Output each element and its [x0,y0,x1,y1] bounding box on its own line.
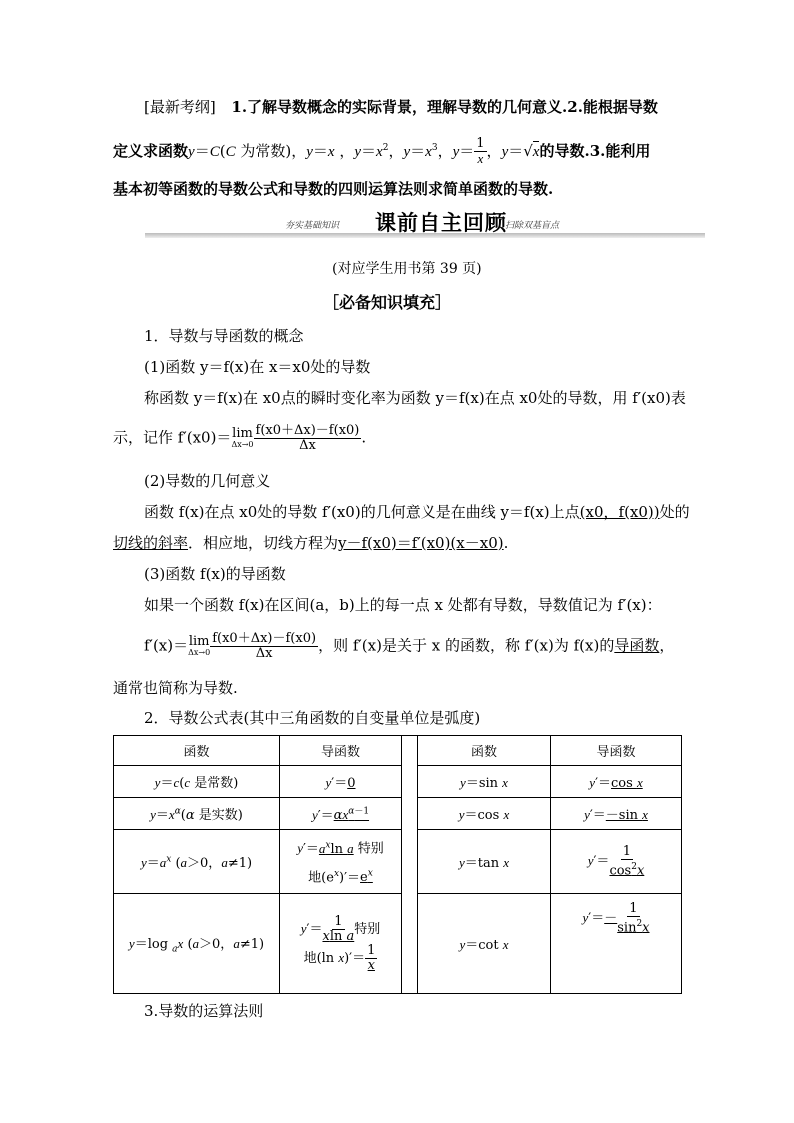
heading-3: 3.导数的运算法则 [144,1002,264,1020]
banner-right-caption: 扫除双基盲点 [505,221,560,231]
para-1a: 称函数 y＝f(x)在 x0点的瞬时变化率为函数 y＝f(x)在点 x0处的导数，用 f′(x0)表 [144,389,686,407]
intro-text1: 1.了解导数概念的实际背景，理解导数的几何意义.2.能根据导数 [231,98,658,116]
limit-subscript: Δx→0 [231,439,254,449]
section-banner [145,207,705,241]
derivative-table-grid [113,735,682,994]
book-reference: (对应学生用书第 39 页) [332,261,482,277]
intro-line3: 基本初等函数的导数公式和导数的四则运算法则求简单函数的导数. [113,180,554,198]
banner-left-caption: 夯实基础知识 [285,221,340,231]
table-header: 导函数 [280,736,402,766]
limit-symbol: lim Δx→0 [231,425,254,449]
intro-line1 [144,96,658,117]
table-header: 函数 [418,736,551,766]
intro-text2-post: 的导数.3.能利用 [539,142,651,160]
table-cell: y′＝ $\frac{1}{\cos^2x}$ [551,830,682,894]
table-cell: y＝cos x [418,798,551,830]
table-cell: y＝cot x [418,894,551,994]
heading-1-3: (3)函数 f(x)的导函数 [144,565,286,583]
banner-title: 课前自主回顾 [375,211,507,235]
table-cell: $y=a^x$ (a＞0，a≠1) [114,830,280,894]
para-3b: f′(x)＝ lim Δx→0 $\frac{f(x0+\Delta x)-f(x0)}{\Delta x}$ ，则 f′(x)是关于 x 的函数，称 f′(x)为 f(x)的导函数， [144,631,675,661]
table-header: 函数 [114,736,280,766]
blank-tangent-eq: y－f(x0)＝f′(x0)(x－x0) [338,534,504,552]
difference-quotient-2: $\frac{f(x0+\Delta x)-f(x0)}{\Delta x}$ [212,631,317,661]
heading-1-1: (1)函数 y＝f(x)在 x＝x0处的导数 [144,358,371,376]
section-title: ［必备知识填充］ [323,293,452,312]
para-3a: 如果一个函数 f(x)在区间(a，b)上的每一点 x 处都有导数，导数值记为 f′(x)： [144,596,662,614]
table-cell: $y'=\alpha x^{\alpha-1}$ [280,798,402,830]
table-header: 导函数 [551,736,682,766]
para-3c: 通常也简称为导数. [113,679,238,697]
heading-1: 1．导数与导函数的概念 [144,327,304,345]
para-2a: 函数 f(x)在点 x0处的导数 f′(x0)的几何意义是在曲线 y＝f(x)上点(x0，f(x0))处的 [144,503,690,521]
table-cell: y′＝cos x [551,766,682,798]
blank-slope: 切线的斜率 [113,534,189,552]
para-1b-text: 示，记作 f′(x0)＝ [113,428,232,447]
intro-fn-list: y＝C(C 为常数)，y＝x ，$y=x^2$，$y=x^3$，y＝ $\frac{1}{x}$ ，y＝√x [188,136,540,166]
table-row [114,830,682,894]
table-cell: y′＝－sin x [551,798,682,830]
blank-derivative: 导函数 [614,636,660,655]
table-cell: $y=x^\alpha(\alpha$ 是实数) [114,798,280,830]
table-cell: y′＝ $\frac{1}{\text{xln a}}$ 特别 地(ln x)′＝ $\frac{1}{x}$ [280,894,402,994]
table-header-row [114,736,682,766]
table-cell: y＝tan x [418,830,551,894]
blank-point: (x0，f(x0)) [579,503,660,521]
table-cell: y＝c(c 是常数) [114,766,280,798]
table-row [114,766,682,798]
table-row [114,798,682,830]
table-cell: y＝log $_a$x (a＞0，a≠1) [114,894,280,994]
difference-quotient-1: $\frac{f(x0+\Delta x)-f(x0)}{\Delta x}$ [255,423,360,453]
table-cell: $y'=a^x\ln$ a 特别 地$(e^x)'=e^x$ [280,830,402,894]
intro-tag: [最新考纲] [144,98,216,116]
heading-1-2: (2)导数的几何意义 [144,472,271,490]
para-2b: 切线的斜率．相应地，切线方程为y－f(x0)＝f′(x0)(x－x0). [113,534,509,552]
para-1b: 示，记作 f′(x0)＝ lim Δx→0 $\frac{f(x0+\Delta x)-f(x0)}{\Delta x}$ . [113,423,367,453]
heading-2: 2．导数公式表(其中三角函数的自变量单位是弧度) [144,709,481,727]
intro-line2 [113,137,650,167]
table-gap [402,736,418,994]
derivative-table [113,735,682,994]
intro-text2-pre: 定义求函数 [113,142,189,160]
table-cell: y′＝0 [280,766,402,798]
table-cell: y＝sin x [418,766,551,798]
table-cell: y′＝－ $\frac{1}{\sin^2x}$ [551,894,682,994]
limit-symbol-2: lim Δx→0 [188,633,211,657]
table-row [114,894,682,994]
